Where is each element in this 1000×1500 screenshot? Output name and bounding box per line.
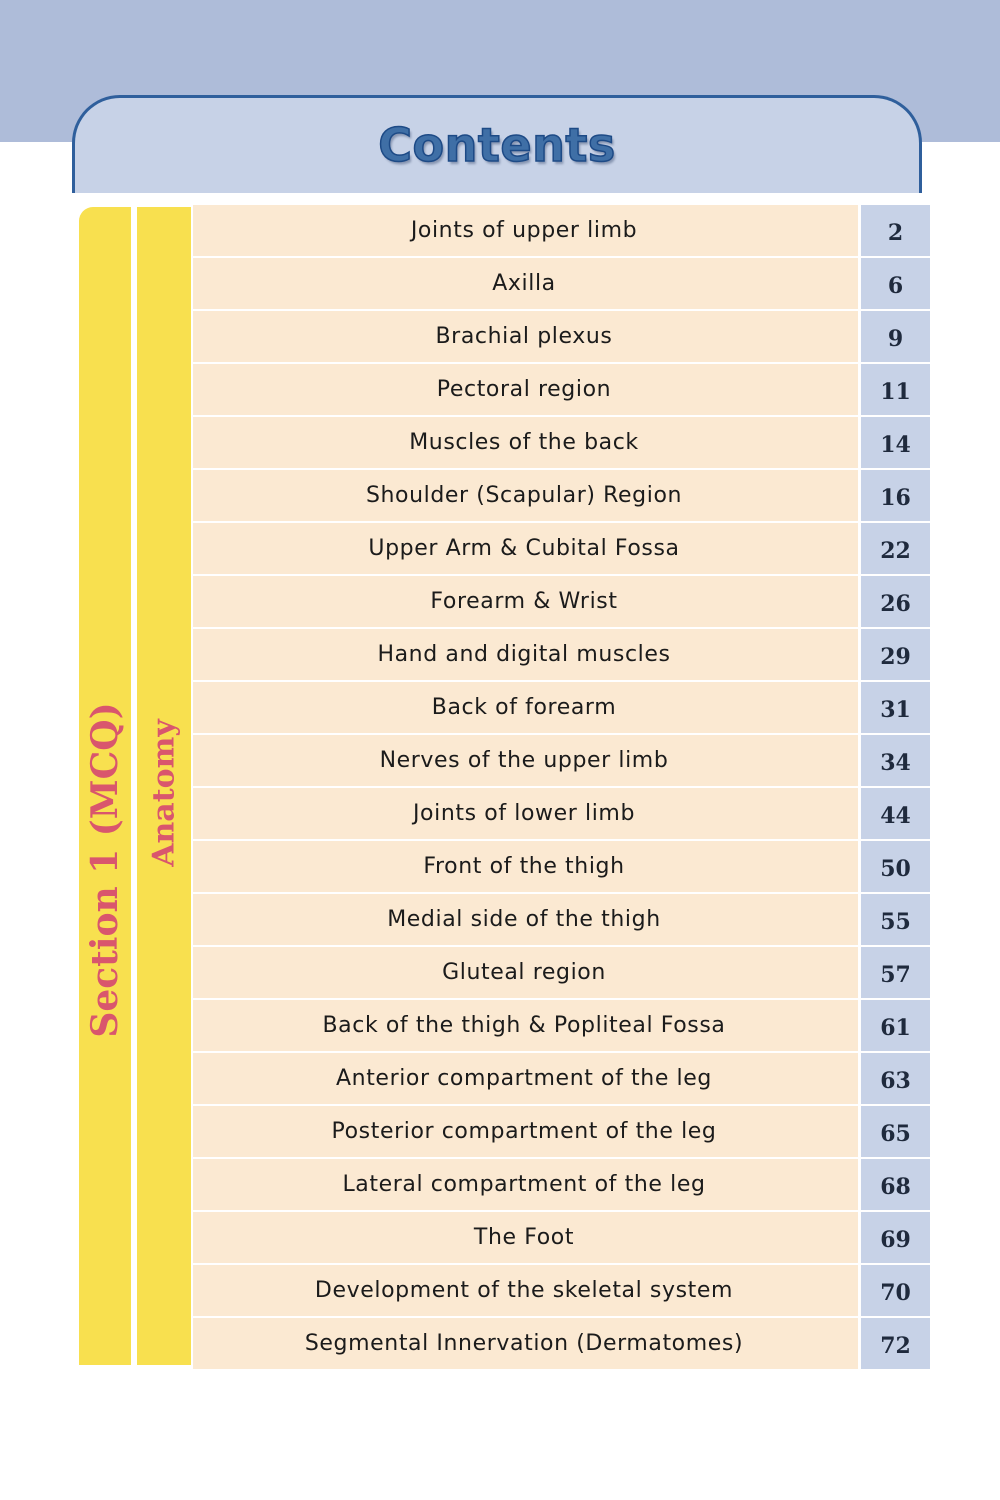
section-label: Section 1 (MCQ) <box>84 702 126 1038</box>
toc-row[interactable] <box>193 1212 930 1265</box>
toc-entry-title[interactable]: Hand and digital muscles <box>193 629 858 680</box>
toc-entry-title[interactable]: Shoulder (Scapular) Region <box>193 470 858 521</box>
toc-row[interactable] <box>193 947 930 1000</box>
toc-page-number[interactable]: 31 <box>861 682 930 733</box>
toc-table <box>193 205 930 1369</box>
toc-page-number[interactable]: 70 <box>861 1265 930 1316</box>
toc-row[interactable] <box>193 576 930 629</box>
toc-row[interactable] <box>193 1318 930 1369</box>
contents-header <box>72 95 922 193</box>
toc-page-number[interactable]: 65 <box>861 1106 930 1157</box>
toc-page-number[interactable]: 34 <box>861 735 930 786</box>
toc-page-number[interactable]: 16 <box>861 470 930 521</box>
toc-entry-title[interactable]: Brachial plexus <box>193 311 858 362</box>
page-title: Contents <box>378 118 616 172</box>
toc-page-number[interactable]: 61 <box>861 1000 930 1051</box>
toc-entry-title[interactable]: Joints of upper limb <box>193 205 858 256</box>
toc-entry-title[interactable]: Segmental Innervation (Dermatomes) <box>193 1318 858 1369</box>
toc-entry-title[interactable]: Lateral compartment of the leg <box>193 1159 858 1210</box>
toc-row[interactable] <box>193 894 930 947</box>
toc-entry-title[interactable]: Posterior compartment of the leg <box>193 1106 858 1157</box>
toc-page-number[interactable]: 6 <box>861 258 930 309</box>
toc-entry-title[interactable]: Forearm & Wrist <box>193 576 858 627</box>
toc-row[interactable] <box>193 735 930 788</box>
toc-page-number[interactable]: 57 <box>861 947 930 998</box>
toc-row[interactable] <box>193 364 930 417</box>
toc-entry-title[interactable]: Front of the thigh <box>193 841 858 892</box>
toc-row[interactable] <box>193 470 930 523</box>
toc-page-number[interactable]: 9 <box>861 311 930 362</box>
toc-row[interactable] <box>193 841 930 894</box>
toc-page-number[interactable]: 44 <box>861 788 930 839</box>
toc-page-number[interactable]: 29 <box>861 629 930 680</box>
toc-row[interactable] <box>193 311 930 364</box>
toc-entry-title[interactable]: Anterior compartment of the leg <box>193 1053 858 1104</box>
toc-entry-title[interactable]: Development of the skeletal system <box>193 1265 858 1316</box>
toc-entry-title[interactable]: Nerves of the upper limb <box>193 735 858 786</box>
toc-page-number[interactable]: 50 <box>861 841 930 892</box>
toc-row[interactable] <box>193 258 930 311</box>
toc-entry-title[interactable]: Medial side of the thigh <box>193 894 858 945</box>
toc-page-number[interactable]: 26 <box>861 576 930 627</box>
toc-entry-title[interactable]: Muscles of the back <box>193 417 858 468</box>
toc-entry-title[interactable]: The Foot <box>193 1212 858 1263</box>
toc-row[interactable] <box>193 1159 930 1212</box>
toc-page-number[interactable]: 2 <box>861 205 930 256</box>
subject-label: Anatomy <box>146 719 182 867</box>
toc-page-number[interactable]: 69 <box>861 1212 930 1263</box>
toc-entry-title[interactable]: Axilla <box>193 258 858 309</box>
toc-row[interactable] <box>193 1053 930 1106</box>
toc-row[interactable] <box>193 205 930 258</box>
toc-page-number[interactable]: 63 <box>861 1053 930 1104</box>
toc-entry-title[interactable]: Back of forearm <box>193 682 858 733</box>
toc-page-number[interactable]: 55 <box>861 894 930 945</box>
toc-row[interactable] <box>193 1000 930 1053</box>
section-label-column <box>79 207 131 1365</box>
toc-page-number[interactable]: 68 <box>861 1159 930 1210</box>
toc-row[interactable] <box>193 523 930 576</box>
toc-entry-title[interactable]: Joints of lower limb <box>193 788 858 839</box>
toc-row[interactable] <box>193 629 930 682</box>
toc-row[interactable] <box>193 788 930 841</box>
toc-row[interactable] <box>193 682 930 735</box>
toc-row[interactable] <box>193 417 930 470</box>
subject-label-column <box>137 207 191 1365</box>
toc-page-number[interactable]: 22 <box>861 523 930 574</box>
toc-entry-title[interactable]: Pectoral region <box>193 364 858 415</box>
toc-row[interactable] <box>193 1106 930 1159</box>
toc-page-number[interactable]: 72 <box>861 1318 930 1369</box>
toc-entry-title[interactable]: Upper Arm & Cubital Fossa <box>193 523 858 574</box>
toc-row[interactable] <box>193 1265 930 1318</box>
toc-entry-title[interactable]: Back of the thigh & Popliteal Fossa <box>193 1000 858 1051</box>
toc-entry-title[interactable]: Gluteal region <box>193 947 858 998</box>
toc-page-number[interactable]: 14 <box>861 417 930 468</box>
toc-page-number[interactable]: 11 <box>861 364 930 415</box>
